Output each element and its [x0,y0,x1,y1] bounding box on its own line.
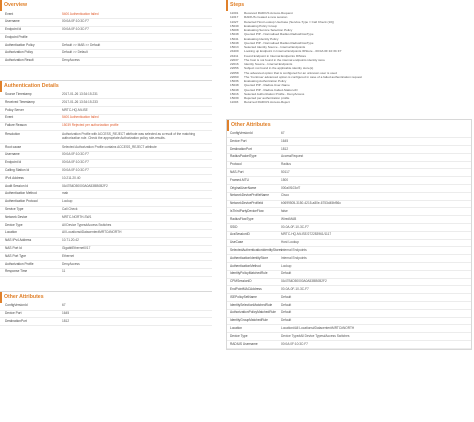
attribute-key: ConfigVersionId [230,131,253,135]
attribute-row [0,168,212,176]
attribute-row [227,162,471,170]
attribute-value: Cisco [281,193,289,198]
attribute-value: 67 [281,131,285,135]
attribute-row [227,154,471,162]
step-text: Identity Source - Internal Endpoints [244,62,293,66]
attribute-row [0,19,212,27]
attribute-row [0,214,212,222]
attribute-row [0,175,212,183]
attribute-value: 00:0A:0F:10:3C:F7 [62,19,89,24]
step-code: 15048 [230,40,239,45]
attribute-value: Radius [281,162,291,167]
attribute-value: b0699505-3150-4215-a80e-6753d45bf56c [281,201,341,206]
attribute-value: 2017-01-26 13:34:15.231 [62,92,98,97]
attribute-key: NetworkDeviceProfileName [230,193,269,198]
attribute-value: 1812 [281,146,289,151]
step-text: Selected Authorization Profile - DenyAccess [244,91,305,96]
attribute-row [227,271,471,279]
right-column [226,0,472,350]
attribute-value: 10.211.20.40 [62,175,81,180]
attribute-key: Authentication Method [5,191,37,196]
attribute-key: DestinationPort [230,146,252,151]
step-code: 22056 [230,66,239,71]
attribute-key: ISEPolicySetName [230,294,257,299]
attribute-value: 15039 Rejected per authorization profile [62,123,119,128]
attribute-row [227,193,471,201]
attribute-row [0,123,212,131]
attribute-key: Endpoint Profile [5,34,28,39]
attribute-value: Lookup [281,263,292,268]
attribute-key: Authorization Policy [5,50,33,55]
attribute-value: 67 [62,303,66,308]
attribute-key: Resolution [5,132,21,137]
attribute-value: 2017-01-26 13:34:15.233 [62,99,98,104]
attribute-value: Default [281,310,292,315]
attribute-key: IdentityPolicyMatchedRule [230,271,268,276]
attribute-row [227,318,471,326]
attribute-row [0,27,212,35]
attribute-key: Endpoint Id [5,27,22,32]
attribute-value [62,36,212,40]
attribute-key: RadiusFlowType [230,216,254,221]
attribute-key: Protocol [230,162,242,167]
attribute-row [227,232,471,240]
attribute-key: RadiusPacketType [230,154,257,159]
attribute-row [0,92,212,100]
attribute-row [0,222,212,230]
attribute-value: DenyAccess [62,261,80,266]
attribute-key: AcsSessionID [230,232,250,237]
attribute-value: 1500 [281,177,289,182]
step-text: Selected Identity Source - Internal Endpoints [244,45,306,49]
attribute-key: ConfigVersionId [5,303,28,308]
attribute-key: Failure Reason [5,123,27,128]
attribute-key: NAS IPv4 Address [5,238,32,243]
step-text: Received RADIUS Access-Request [244,11,293,15]
step-text: Evaluating Service Selection Policy [244,28,293,32]
step-text: Evaluating Policy Group [244,23,278,28]
attribute-key: Source Timestamp [5,92,32,97]
attribute-key: Framed-MTU [230,177,249,182]
attribute-row [0,311,212,319]
step-code: 15048 [230,83,239,88]
step-text: RADIUS created a new session [244,15,288,20]
attribute-row [227,325,471,333]
attribute-value: Default >> Default [62,50,88,55]
step-code: 24211 [230,53,239,58]
step-code: 15049 [230,23,239,28]
overview-section [0,0,212,66]
attribute-value: 000a0f103cf7 [281,185,301,190]
step-code: 11027 [230,19,239,24]
step-code: 15039 [230,96,239,100]
attribute-key: Username [5,152,20,157]
attribute-row [227,138,471,146]
step-code: 11003 [230,100,239,105]
overview-rows [0,11,212,66]
attribute-key: OriginalUserName [230,185,257,190]
attribute-row [0,50,212,58]
attribute-key: RADIUS Username [230,341,258,346]
attribute-value: Lookup [62,199,73,204]
step-code: 15008 [230,28,239,32]
attribute-row [227,240,471,248]
attribute-key: Authentication Protocol [5,199,38,204]
attribute-key: Root cause [5,144,22,149]
attribute-value: 00:0A:0F:10:3C:F7 [62,27,89,32]
attribute-row [227,302,471,310]
attribute-value: Location#All Locations#Datacenter#MRTC#NORTH [281,325,355,330]
step-code: 24209 [230,49,239,54]
attribute-value: All Device Types#Access Switches [62,222,112,227]
attribute-key: Location [5,230,18,235]
attribute-value: 0A47B4D50000A0A53BB0B2F2 [62,183,108,188]
attribute-row [0,238,212,246]
attribute-key: NAS Port Type [5,253,27,258]
attribute-value: Default [281,271,292,276]
attribute-key: IdentityGroupMatchedRule [230,318,268,323]
attribute-row [227,177,471,185]
step-code: 15016 [230,91,239,96]
attribute-row [0,199,212,207]
step-code: 15036 [230,79,239,83]
attribute-value: Device Type#All Device Types#Access Switches [281,333,350,338]
attribute-row [0,246,212,254]
attribute-key: Authentication Policy [5,42,35,47]
attribute-row [227,208,471,216]
step-code: 22060 [230,74,239,79]
attribute-value: Internal Endpoints [281,247,307,252]
attribute-key: AuthenticationIdentityStore [230,255,269,260]
attribute-row [0,131,212,145]
attribute-row [227,310,471,318]
attribute-row [0,303,212,311]
attribute-key: EndPointMACAddress [230,286,262,291]
attribute-key: IPv4 Address [5,175,24,180]
step-code: 15013 [230,45,239,49]
attribute-value: MRTC-NORTH-SW1 [62,214,92,219]
step-text: The host is not found in the internal endpoints identity store [244,57,326,62]
left-column [0,0,212,330]
attribute-key: Response Time [5,269,28,274]
attribute-value: 00-0A-0F-10-3C-F7 [281,224,309,229]
attribute-value: Default >> MAB >> Default [62,42,101,47]
step-code: 11001 [230,11,239,15]
auth-details-section [0,80,212,277]
attribute-row [227,333,471,341]
attribute-key: Received Timestamp [5,99,35,104]
step-text: Evaluating Authorization Policy [244,79,287,83]
steps-section [226,0,472,105]
step-text: Queried PIP - Radius.User-Name [244,83,290,88]
step-code: 15048 [230,87,239,92]
attribute-value: 00-0A-0F-10-3C-F7 [281,286,309,291]
step-item [230,100,472,104]
attribute-value: All Locations#Datacenter#MRTC#NORTH [62,230,122,235]
auth-details-rows [0,92,212,277]
attribute-key: Device Type [5,222,23,227]
attribute-key: Endpoint Id [5,160,22,165]
step-text: The advanced option that is configured for an unknown user is used [244,70,337,75]
step-text: Rejected per authorization profile [244,96,290,100]
attribute-key: UseCase [230,240,244,245]
attribute-row [227,263,471,271]
attribute-row [0,107,212,115]
step-text: Detected Host Lookup UseCase (Service-Type = Call Check (10)) [244,19,335,24]
attribute-key: Device Port [5,311,22,315]
attribute-value: 1812 [62,318,70,323]
attribute-value: Call Check [62,207,78,212]
attribute-value: 00:0A:0F:10:3C:F7 [62,160,89,165]
step-text: Queried PIP - Normalised Radius.RadiusFlowType [244,40,314,45]
attribute-row [0,207,212,215]
attribute-value: Host Lookup [281,240,299,245]
attribute-row [227,294,471,302]
attribute-row [0,152,212,160]
attribute-key: Audit Session Id [5,183,29,188]
attribute-key: IdentitySelectionMatchedRule [230,302,273,307]
other-attributes-right-rows [227,131,471,349]
attribute-row [227,146,471,154]
step-text: Looking up Endpoint in Internal Endpoints IDStore - 00:0A:0F:10:3C:F7 [244,49,342,54]
attribute-key: Device Type [230,333,248,338]
step-text: Queried PIP - Normalised Radius.RadiusFlowType [244,32,314,37]
step-code: 11017 [230,15,239,20]
attribute-key: Network Device [5,214,28,219]
attribute-row [227,185,471,193]
attribute-key: Authorization Profile [5,261,34,266]
attribute-value: Authorization Profile with ACCESS_REJECT attribute was selected as a result of the matching authorization rule. Check the appropriate Authorization policy rule-results. [62,132,195,140]
attribute-value: Default [281,302,292,307]
attribute-row [227,131,471,139]
attribute-value: 00:0A:0F:10:3C:F7 [62,152,89,157]
attribute-value: 0A47B4D50000A0A53BB0B2F2 [281,279,327,284]
steps-list [226,11,472,105]
attribute-key: AuthorizationPolicyMatchedRule [230,310,276,315]
other-attributes-left-rows [0,303,212,326]
attribute-value: MRTC-HQ-Mt-ISE [62,107,88,112]
attribute-row [0,160,212,168]
attribute-row [0,11,212,19]
auth-details-title: Authentication Details [0,81,212,92]
attribute-row [0,253,212,261]
steps-title: Steps [226,0,472,11]
attribute-key: SSID [230,224,238,229]
attribute-key: SelectedAuthenticationIdentityStores [230,247,283,252]
attribute-row [227,247,471,255]
attribute-row [0,99,212,107]
attribute-value: 1645 [281,138,289,143]
attribute-key: Authorization Result [5,58,34,63]
attribute-key: Calling Station Id [5,168,30,173]
attribute-row [0,230,212,238]
step-code: 22037 [230,57,239,62]
attribute-row [227,286,471,294]
attribute-value: false [281,208,288,213]
attribute-row [227,341,471,349]
attribute-value: Ethernet [62,253,75,258]
step-code: 15041 [230,36,239,41]
step-code: 15048 [230,32,239,37]
attribute-key: NAS Port Id [5,246,22,251]
attribute-value: AccessRequest [281,154,304,159]
attribute-row [0,318,212,326]
attribute-row [0,115,212,123]
other-attributes-left-section [0,291,212,326]
attribute-key: Event [5,11,14,16]
attribute-key: NetworkDeviceProfileId [230,201,264,206]
other-attributes-right-title: Other Attributes [227,120,471,131]
attribute-row [0,58,212,66]
attribute-key: Event [5,115,14,120]
attribute-value: GigabitEthernet0/17 [62,246,91,251]
attribute-row [227,169,471,177]
overview-title: Overview [0,0,212,11]
attribute-value: 5400 Authentication failed [62,11,99,16]
step-text: Queried PIP - Radius.Called-Station-ID [244,87,298,92]
attribute-row [0,144,212,152]
attribute-row [0,261,212,269]
attribute-key: Device Port [230,138,247,143]
attribute-value: WiredMAB [281,216,297,221]
attribute-value: 1645 [62,311,70,315]
attribute-value: 50117 [281,169,290,174]
other-attributes-right-section [226,119,472,350]
attribute-value: 5400 Authentication failed [62,115,99,120]
attribute-value: MRTC-HQ-Mt-ISE/272283961/1117 [281,232,332,237]
attribute-value: Default [281,318,292,323]
attribute-value: DenyAccess [62,58,80,63]
attribute-value: mab [62,191,69,196]
step-text: The 'Continue' advanced option is configured in case of a failed authentication request [244,74,362,79]
attribute-value: Internal Endpoints [281,255,307,260]
attribute-row [227,279,471,287]
attribute-key: Location [230,325,243,330]
attribute-value: 00:0A:0F:10:3C:F7 [62,168,89,173]
step-text: Found Endpoint in Internal Endpoints IDStore [244,53,307,58]
attribute-row [0,191,212,199]
attribute-key: NAS-Port [230,169,244,174]
attribute-key: DestinationPort [5,318,27,323]
attribute-value: 10.71.20.42 [62,238,79,243]
attribute-row [227,201,471,209]
step-code: 22016 [230,62,239,66]
attribute-key: Policy Server [5,107,24,112]
attribute-value: Default [281,294,292,299]
attribute-value: Selected Authorization Profile contains ACCESS_REJECT attribute [62,144,157,149]
attribute-key: CPMSessionID [230,279,252,284]
attribute-row [227,255,471,263]
other-attributes-left-title: Other Attributes [0,292,212,303]
step-code: 22058 [230,70,239,75]
attribute-value: 11 [62,269,66,274]
attribute-row [0,183,212,191]
attribute-row [0,269,212,277]
attribute-row [227,224,471,232]
attribute-key: AuthenticationMethod [230,263,261,268]
step-text: Subject not found in the applicable identity store(s) [244,66,314,71]
attribute-row [0,42,212,50]
attribute-key: Username [5,19,20,24]
attribute-key: Service Type [5,207,24,212]
attribute-row [227,216,471,224]
step-text: Evaluating Identity Policy [244,36,279,41]
attribute-value: 00:0A:0F:10:3C:F7 [281,341,308,346]
step-text: Returned RADIUS Access-Reject [244,100,290,105]
attribute-key: IsThirdPartyDeviceFlow [230,208,264,213]
attribute-row [0,34,212,42]
